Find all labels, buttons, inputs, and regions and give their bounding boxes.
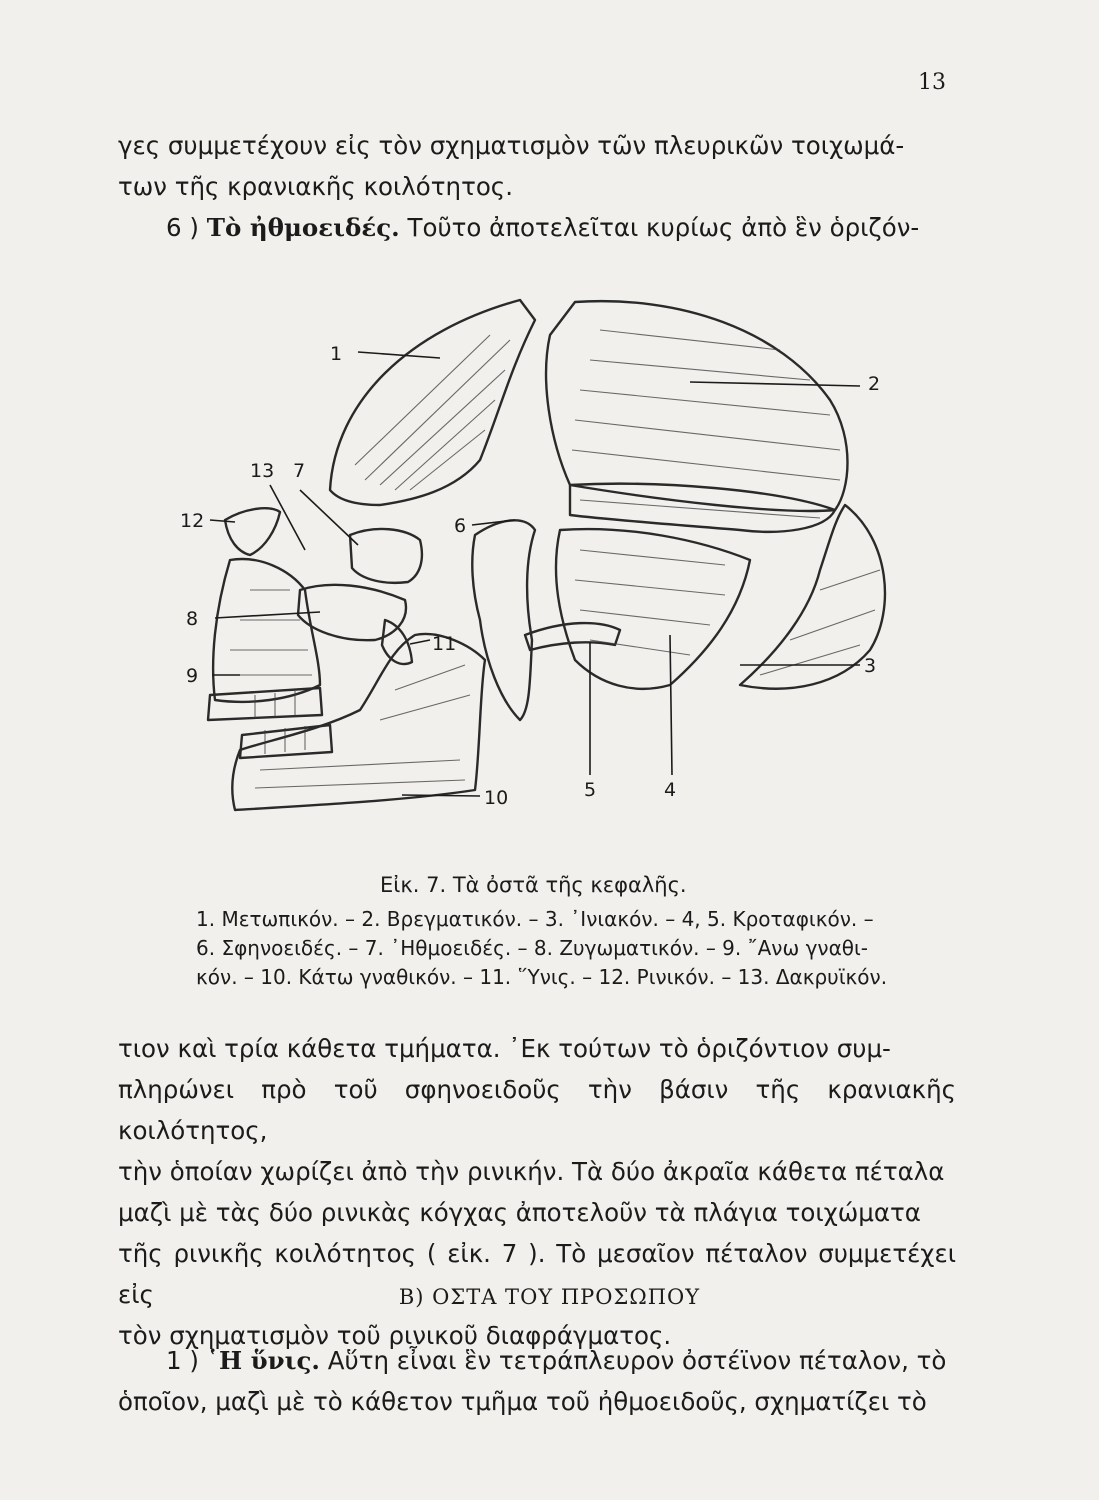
text-line: ὁποῖον, μαζὶ μὲ τὸ κάθετον τμῆμα τοῦ ἠθμοειδοῦς, σχηματίζει τὸ bbox=[118, 1387, 927, 1416]
text-line: μαζὶ μὲ τὰς δύο ρινικὰς κόγχας ἀποτελοῦν τὰ πλάγια τοιχώματα bbox=[118, 1198, 921, 1227]
callout-10: 10 bbox=[484, 787, 509, 809]
text-line: γες συμμετέχουν εἰς τὸν σχηματισμὸν τῶν πλευρικῶν τοιχωμά- bbox=[118, 131, 905, 160]
zygomatic-arch bbox=[525, 623, 620, 650]
temporal-bone bbox=[556, 529, 750, 689]
item-title: ῾Η ὕνις. bbox=[206, 1346, 320, 1375]
text-line: τὸν σχηματισμὸν τοῦ ρινικοῦ διαφράγματος. bbox=[118, 1321, 672, 1350]
text-line: πληρώνει πρὸ τοῦ σφηνοειδοῦς τὴν βάσιν τῆς κρανιακῆς κοιλότητος, bbox=[118, 1075, 956, 1145]
legend-line: 6. Σφηνοειδές. – 7. ᾿Ηθμοειδές. – 8. Ζυγωματικόν. – 9. ῎Ανω γναθι- bbox=[196, 936, 868, 960]
callout-6: 6 bbox=[454, 515, 467, 537]
page-number: 13 bbox=[918, 70, 946, 95]
section-heading: Β) ΟΣΤΑ ΤΟΥ ΠΡΟΣΩΠΟΥ bbox=[398, 1285, 701, 1309]
top-paragraph bbox=[118, 125, 956, 248]
figure-caption-title: Εἰκ. 7. Τὰ ὀστᾶ τῆς κεφαλῆς. bbox=[380, 873, 687, 897]
item-text: Τοῦτο ἀποτελεῖται κυρίως ἀπὸ ἓν ὁριζόν- bbox=[407, 213, 920, 242]
text-line: τιον καὶ τρία κάθετα τμήματα. ᾿Εκ τούτων τὸ ὁριζόντιον συμ- bbox=[118, 1034, 891, 1063]
text-line: τῆς ρινικῆς κοιλότητος ( εἰκ. 7 ). Τὸ μεσαῖον πέταλον συμμετέχει εἰς bbox=[118, 1239, 956, 1309]
skull-figure bbox=[180, 290, 900, 830]
vomer bbox=[382, 620, 412, 664]
skull-illustration bbox=[180, 290, 900, 830]
item-1-paragraph bbox=[118, 1340, 956, 1381]
callout-9: 9 bbox=[186, 665, 199, 687]
callout-5: 5 bbox=[584, 779, 597, 801]
lower-teeth bbox=[240, 725, 332, 758]
callout-2: 2 bbox=[868, 373, 881, 395]
callout-12: 12 bbox=[180, 510, 205, 532]
text-line: τὴν ὁποίαν χωρίζει ἀπὸ τὴν ρινικήν. Τὰ δύο ἀκραῖα κάθετα πέταλα bbox=[118, 1157, 945, 1186]
callout-1: 1 bbox=[330, 343, 343, 365]
callout-7: 7 bbox=[293, 460, 306, 482]
item-text: Αὕτη εἶναι ἓν τετράπλευρον ὀστέϊνον πέταλον, τὸ bbox=[327, 1346, 947, 1375]
legend-line: κόν. – 10. Κάτω γναθικόν. – 11. ῞Υνις. – 12. Ρινικόν. – 13. Δακρυϊκόν. bbox=[196, 965, 888, 989]
item-number: 6 ) bbox=[166, 213, 199, 242]
item-6-paragraph bbox=[118, 207, 956, 248]
parietal-bone bbox=[546, 301, 847, 511]
ethmoid-bone bbox=[350, 529, 422, 583]
callout-4: 4 bbox=[664, 779, 677, 801]
item-title: Τὸ ἠθμοειδές. bbox=[206, 213, 400, 242]
callout-13: 13 bbox=[250, 460, 275, 482]
nasal-bone bbox=[225, 508, 280, 555]
callout-11: 11 bbox=[432, 633, 457, 655]
last-paragraph bbox=[118, 1340, 956, 1422]
upper-teeth bbox=[208, 688, 322, 720]
callout-3: 3 bbox=[864, 655, 877, 677]
text-line: των τῆς κρανιακῆς κοιλότητος. bbox=[118, 172, 513, 201]
frontal-bone bbox=[330, 300, 535, 505]
figure-caption-legend bbox=[196, 905, 916, 992]
maxilla bbox=[213, 559, 320, 702]
hatching bbox=[225, 330, 880, 788]
callout-8: 8 bbox=[186, 608, 199, 630]
item-number: 1 ) bbox=[166, 1346, 199, 1375]
legend-line: 1. Μετωπικόν. – 2. Βρεγματικόν. – 3. ᾿Ινιακόν. – 4, 5. Κροταφικόν. – bbox=[196, 907, 874, 931]
